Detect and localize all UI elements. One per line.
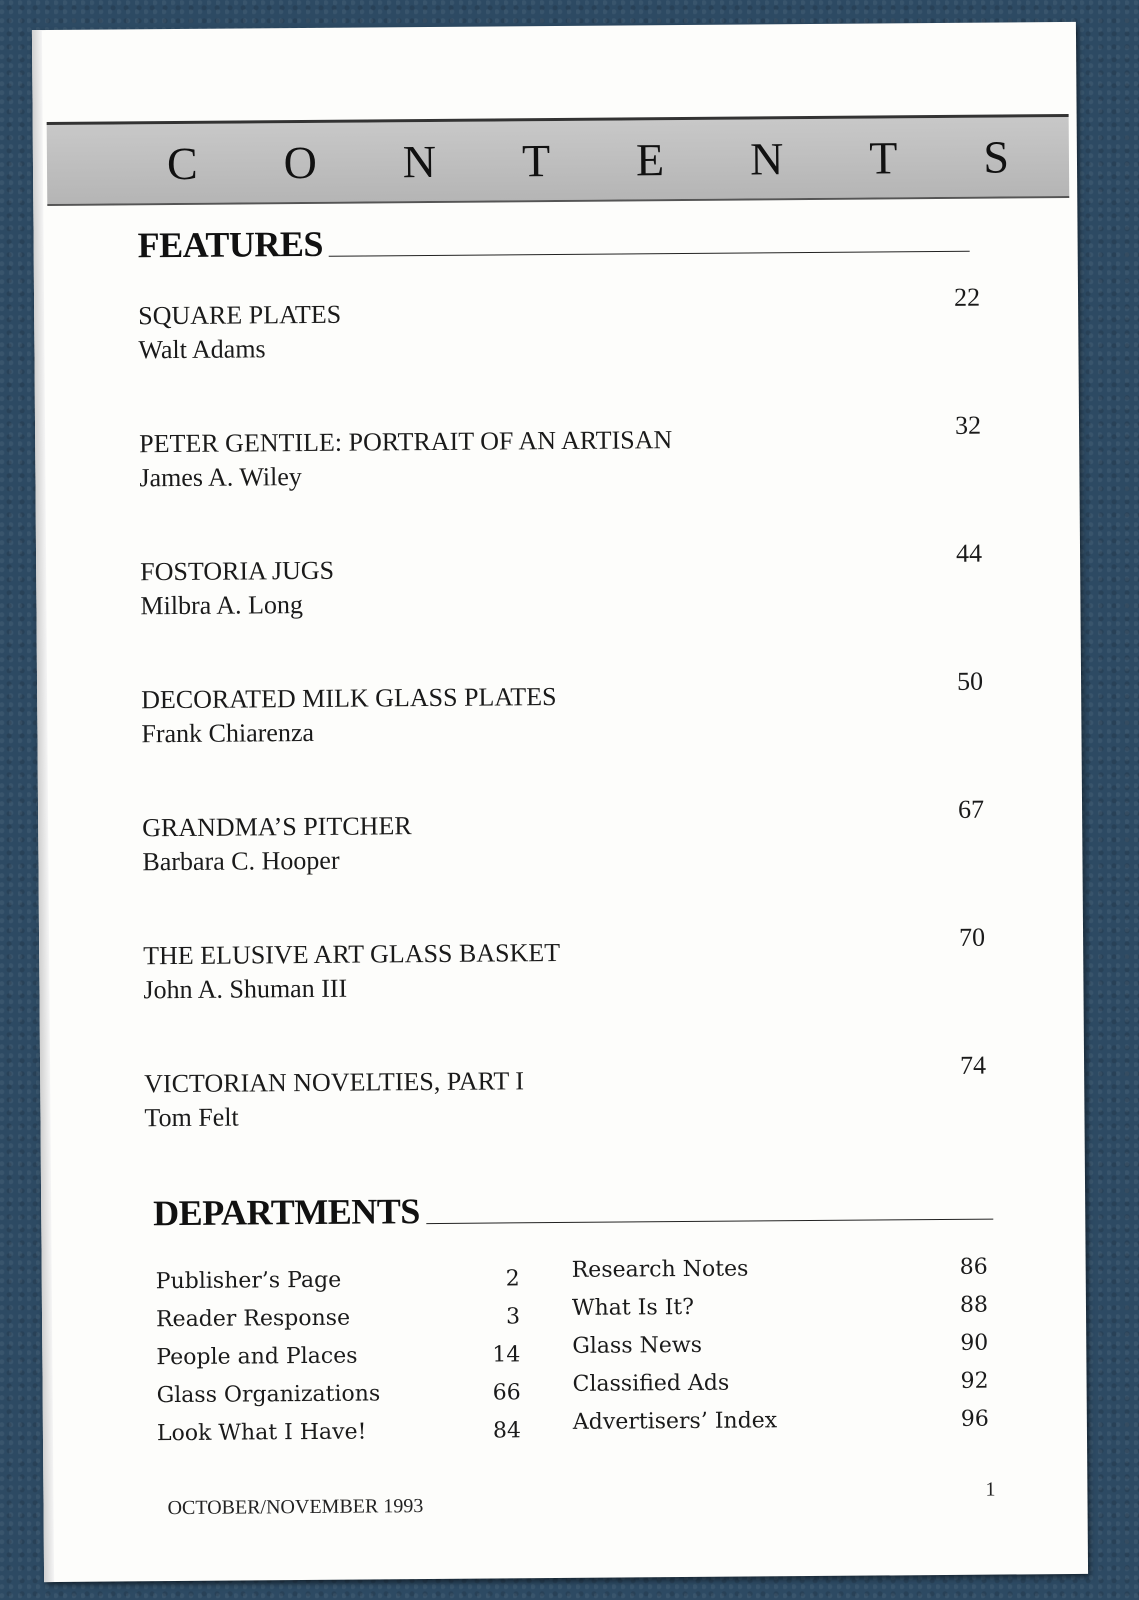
department-name: Look What I Have! bbox=[156, 1419, 367, 1447]
feature-entry[interactable] bbox=[144, 1050, 987, 1136]
departments-right-column bbox=[572, 1255, 989, 1448]
features-heading bbox=[137, 221, 969, 264]
feature-title: DECORATED MILK GLASS PLATES bbox=[141, 682, 557, 715]
department-name: Reader Response bbox=[155, 1305, 351, 1333]
contents-banner bbox=[47, 114, 1070, 206]
departments-heading bbox=[153, 1189, 993, 1232]
feature-author: Walt Adams bbox=[138, 334, 266, 365]
department-page-number: 90 bbox=[960, 1330, 989, 1356]
department-name: Glass News bbox=[572, 1332, 703, 1359]
feature-title: SQUARE PLATES bbox=[138, 299, 342, 331]
contents-letter: N bbox=[749, 133, 784, 185]
feature-entry[interactable] bbox=[142, 794, 985, 880]
department-entry[interactable] bbox=[572, 1255, 988, 1296]
department-name: Publisher’s Page bbox=[155, 1267, 342, 1295]
feature-page-number: 44 bbox=[955, 538, 983, 568]
feature-author: Tom Felt bbox=[144, 1102, 239, 1133]
department-name: People and Places bbox=[156, 1343, 358, 1371]
folio-page-number: 1 bbox=[985, 1478, 996, 1501]
department-entry[interactable] bbox=[572, 1293, 988, 1334]
department-entry[interactable] bbox=[156, 1266, 520, 1307]
contents-letter: S bbox=[983, 131, 1010, 183]
department-entry[interactable] bbox=[157, 1380, 521, 1421]
feature-author: Frank Chiarenza bbox=[141, 717, 315, 749]
department-entry[interactable] bbox=[572, 1331, 988, 1372]
department-name: Research Notes bbox=[571, 1256, 749, 1283]
contents-letter: T bbox=[869, 132, 898, 184]
feature-entry[interactable] bbox=[143, 922, 986, 1008]
feature-page-number: 32 bbox=[954, 410, 982, 440]
feature-author: Barbara C. Hooper bbox=[142, 845, 340, 877]
feature-title: PETER GENTILE: PORTRAIT OF AN ARTISAN bbox=[139, 425, 673, 459]
feature-entry[interactable] bbox=[140, 538, 983, 624]
contents-letter: N bbox=[402, 135, 437, 188]
department-entry[interactable] bbox=[156, 1342, 520, 1383]
department-page-number: 3 bbox=[505, 1304, 521, 1330]
feature-page-number: 50 bbox=[956, 666, 984, 696]
magazine-page bbox=[32, 22, 1088, 1582]
department-entry[interactable] bbox=[156, 1304, 520, 1345]
feature-page-number: 67 bbox=[957, 794, 985, 824]
feature-page-number: 22 bbox=[953, 282, 981, 312]
feature-title: GRANDMA’S PITCHER bbox=[142, 811, 412, 843]
department-name: Advertisers’ Index bbox=[572, 1408, 778, 1435]
department-name: Classified Ads bbox=[572, 1370, 730, 1397]
department-page-number: 92 bbox=[960, 1368, 989, 1394]
department-name: What Is It? bbox=[571, 1294, 695, 1321]
feature-author: John A. Shuman III bbox=[143, 973, 348, 1005]
feature-entry[interactable] bbox=[138, 282, 981, 368]
departments-heading-rule bbox=[426, 1219, 993, 1224]
department-page-number: 88 bbox=[959, 1292, 989, 1318]
contents-letter: E bbox=[635, 134, 665, 186]
contents-letter: C bbox=[166, 137, 198, 190]
department-page-number: 96 bbox=[960, 1406, 989, 1432]
department-entry[interactable] bbox=[157, 1418, 521, 1459]
contents-letter: T bbox=[521, 135, 551, 187]
feature-entry[interactable] bbox=[141, 666, 984, 752]
feature-author: James A. Wiley bbox=[139, 462, 302, 493]
feature-page-number: 74 bbox=[959, 1050, 987, 1080]
department-page-number: 66 bbox=[492, 1380, 521, 1406]
feature-entry[interactable] bbox=[139, 410, 982, 496]
department-name: Glass Organizations bbox=[156, 1381, 381, 1409]
feature-title: THE ELUSIVE ART GLASS BASKET bbox=[143, 938, 561, 971]
department-page-number: 84 bbox=[492, 1418, 522, 1444]
department-page-number: 86 bbox=[959, 1254, 988, 1280]
features-heading-label: FEATURES bbox=[137, 223, 324, 266]
contents-letter: O bbox=[283, 136, 318, 189]
features-heading-rule bbox=[329, 251, 970, 257]
departments-left-column bbox=[156, 1266, 521, 1459]
departments-heading-label: DEPARTMENTS bbox=[153, 1191, 420, 1234]
department-page-number: 2 bbox=[505, 1266, 520, 1292]
feature-title: VICTORIAN NOVELTIES, PART I bbox=[144, 1066, 525, 1099]
feature-author: Milbra A. Long bbox=[140, 590, 304, 621]
feature-page-number: 70 bbox=[958, 922, 986, 952]
department-page-number: 14 bbox=[492, 1342, 521, 1368]
department-entry[interactable] bbox=[573, 1407, 989, 1448]
feature-title: FOSTORIA JUGS bbox=[140, 555, 335, 587]
issue-date: OCTOBER/NOVEMBER 1993 bbox=[167, 1495, 424, 1520]
department-entry[interactable] bbox=[572, 1369, 988, 1410]
